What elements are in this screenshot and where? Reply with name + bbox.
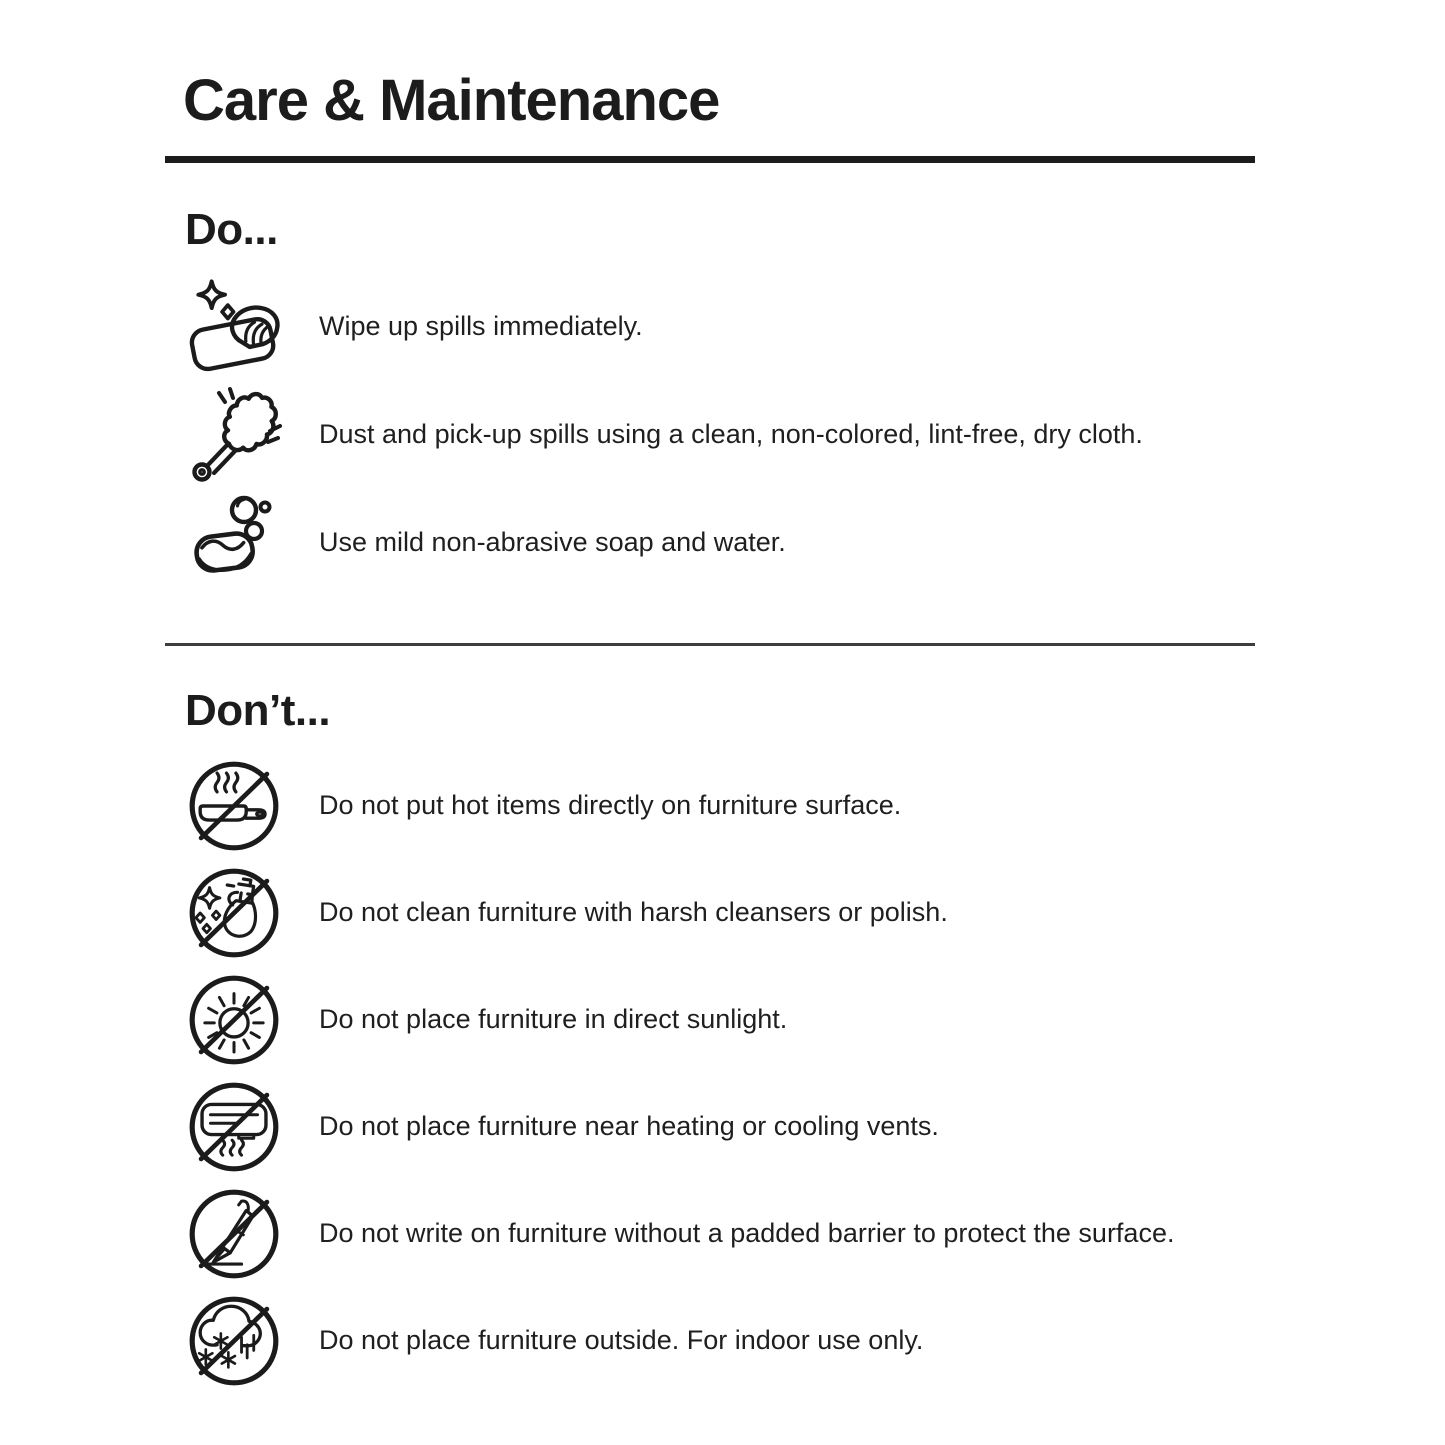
wipe-hand-sparkle-icon	[187, 277, 305, 377]
care-instruction: Do not place furniture outside. For indoor use only.	[319, 1325, 924, 1355]
care-instruction: Do not clean furniture with harsh cleansers or polish.	[319, 897, 948, 927]
care-sheet	[165, 0, 1255, 1394]
list-item	[165, 752, 1255, 859]
title-divider	[165, 156, 1255, 163]
section-divider	[165, 643, 1255, 646]
care-instruction: Wipe up spills immediately.	[319, 311, 643, 342]
care-instruction: Dust and pick-up spills using a clean, non-colored, lint-free, dry cloth.	[319, 419, 1143, 450]
care-instruction: Use mild non-abrasive soap and water.	[319, 527, 786, 558]
no-hot-pan-icon	[187, 756, 305, 856]
list-item	[165, 381, 1255, 489]
list-item	[165, 489, 1255, 597]
care-instruction: Do not place furniture near heating or cooling vents.	[319, 1111, 939, 1141]
feather-duster-icon	[187, 385, 305, 485]
care-instruction: Do not write on furniture without a padded barrier to protect the surface.	[319, 1218, 1175, 1248]
list-item	[165, 1073, 1255, 1180]
list-item	[165, 1180, 1255, 1287]
list-item	[165, 273, 1255, 381]
soap-bubbles-icon	[187, 493, 305, 593]
no-spray-cleaner-icon	[187, 863, 305, 963]
no-writing-pen-icon	[187, 1184, 305, 1284]
no-outdoor-weather-icon	[187, 1291, 305, 1391]
no-sunlight-icon	[187, 970, 305, 1070]
care-instruction: Do not place furniture in direct sunlight.	[319, 1004, 788, 1034]
no-heating-vent-icon	[187, 1077, 305, 1177]
do-section-heading: Do...	[185, 205, 278, 254]
care-instruction: Do not put hot items directly on furniture surface.	[319, 790, 902, 820]
list-item	[165, 859, 1255, 966]
dont-list	[165, 752, 1255, 1394]
list-item	[165, 966, 1255, 1073]
do-list	[165, 273, 1255, 597]
page-title: Care & Maintenance	[183, 68, 720, 133]
dont-section-heading: Don’t...	[185, 686, 331, 736]
list-item	[165, 1287, 1255, 1394]
